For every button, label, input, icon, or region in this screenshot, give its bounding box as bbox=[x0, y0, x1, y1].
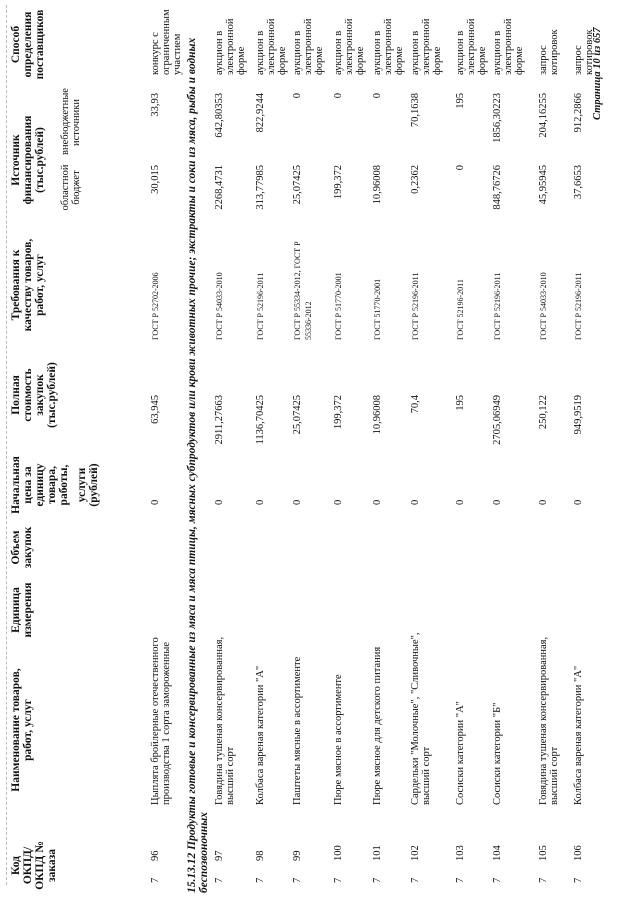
cell-code: 7 bbox=[410, 877, 421, 883]
cell-price: 0 bbox=[492, 499, 503, 505]
cell-regional: 45,95945 bbox=[538, 165, 549, 205]
cell-total: 10,96008 bbox=[372, 395, 383, 435]
header-unit: Единица измерения bbox=[10, 582, 34, 638]
cell-total: 2911,27663 bbox=[214, 395, 225, 445]
section-title bbox=[186, 3, 210, 893]
cell-method: аукцион в электронной форме bbox=[372, 18, 405, 75]
cell-extra: 0 bbox=[333, 93, 344, 99]
cell-total: 1136,70425 bbox=[255, 395, 266, 445]
header-source: Источник финансирования (тыс.рублей) bbox=[10, 115, 46, 205]
cell-code: 7 bbox=[150, 877, 161, 883]
cell-regional: 848,76726 bbox=[492, 165, 503, 210]
cell-gost: ГОСТ Р 51770-2001 bbox=[334, 272, 343, 340]
cell-price: 0 bbox=[573, 499, 584, 505]
cell-gost: ГОСТ Р 52196-2011 bbox=[256, 272, 265, 340]
cell-num: 97 bbox=[214, 850, 225, 861]
cell-regional: 2268,4731 bbox=[214, 165, 225, 210]
cell-extra: 195 bbox=[455, 93, 466, 109]
cell-price: 0 bbox=[150, 499, 161, 505]
cell-gost: ГОСТ Р 52702-2006 bbox=[151, 272, 160, 340]
cell-total: 250,122 bbox=[538, 395, 549, 430]
cell-method: аукцион в электронной форме bbox=[292, 18, 325, 75]
cell-total: 63,945 bbox=[150, 395, 161, 424]
cell-code: 7 bbox=[292, 877, 303, 883]
cell-code: 7 bbox=[492, 877, 503, 883]
cell-gost: ГОСТ Р 52196-2011 bbox=[574, 272, 583, 340]
cell-code: 7 bbox=[255, 877, 266, 883]
cell-regional: 0 bbox=[455, 165, 466, 171]
header-total-cost: Полная стоимость закупок (тыс.рублей) bbox=[10, 362, 58, 428]
page-number: Страница 10 из 657 bbox=[592, 27, 603, 120]
cell-num: 100 bbox=[333, 845, 344, 861]
cell-name: Цыплята бройлерные отечественного производства 1 сорта замороженные bbox=[150, 637, 172, 805]
cell-method: аукцион в электронной форме bbox=[455, 18, 488, 75]
cell-total: 199,372 bbox=[333, 395, 344, 430]
cell-gost: ГОСТ Р 55334-2012, ГОСТ Р 55336-2012 bbox=[293, 241, 313, 340]
cell-code: 7 bbox=[455, 877, 466, 883]
cell-price: 0 bbox=[292, 499, 303, 505]
section-code: 15.13.12 bbox=[186, 852, 198, 893]
cell-name: Сосиски категории "А" bbox=[455, 701, 466, 805]
cell-regional: 30,015 bbox=[150, 165, 161, 194]
cell-name: Сардельки "Молочные", "Сливочные", высший сорт bbox=[410, 632, 432, 805]
cell-total: 949,9519 bbox=[573, 395, 584, 435]
cell-num: 96 bbox=[150, 850, 161, 861]
cell-num: 104 bbox=[492, 845, 503, 861]
header-source-extra: внебюджетные источники bbox=[60, 88, 82, 155]
cell-code: 7 bbox=[573, 877, 584, 883]
cell-extra: 0 bbox=[372, 93, 383, 99]
cell-total: 2705,06949 bbox=[492, 395, 503, 445]
cell-regional: 10,96008 bbox=[372, 165, 383, 205]
cell-name: Пюре мясное для детского питания bbox=[372, 646, 383, 805]
cell-regional: 199,372 bbox=[333, 165, 344, 200]
header-source-regional: областной бюджет bbox=[60, 164, 82, 211]
header-method: Способ определения поставщиков bbox=[10, 9, 46, 80]
cell-name: Говядина тушеная консервированная, высший сорт bbox=[214, 636, 236, 805]
cell-method: аукцион в электронной форме bbox=[492, 18, 525, 75]
cell-extra: 1856,30223 bbox=[492, 93, 503, 143]
cell-gost: ГОСТ 51770-2001 bbox=[373, 278, 382, 340]
cell-price: 0 bbox=[455, 499, 466, 505]
cell-name: Колбаса вареная категории "А" bbox=[573, 665, 584, 805]
cell-regional: 313,77985 bbox=[255, 165, 266, 210]
cell-gost: ГОСТ Р 54033-2010 bbox=[215, 272, 224, 340]
cell-num: 106 bbox=[573, 845, 584, 861]
cell-method: конкурс с ограниченным участием bbox=[150, 9, 183, 75]
cell-gost: ГОСТ Р 52196-2011 bbox=[493, 272, 502, 340]
cell-regional: 25,07425 bbox=[292, 165, 303, 205]
cell-price: 0 bbox=[410, 499, 421, 505]
cell-method: запрос котировок bbox=[573, 29, 595, 75]
cell-extra: 0 bbox=[292, 93, 303, 99]
header-name: Наименование товаров, работ, услуг bbox=[10, 668, 34, 792]
cell-gost: ГОСТ Р 54033-2010 bbox=[539, 272, 548, 340]
cell-total: 70,4 bbox=[410, 395, 421, 414]
cell-regional: 0,2362 bbox=[410, 165, 421, 194]
header-requirements: Требования к качеству товаров, работ, услуг bbox=[10, 238, 46, 332]
cell-code: 7 bbox=[333, 877, 344, 883]
cell-price: 0 bbox=[372, 499, 383, 505]
cell-gost: ГОСТ Р 52196-2011 bbox=[411, 272, 420, 340]
cell-total: 25,07425 bbox=[292, 395, 303, 435]
cell-num: 99 bbox=[292, 850, 303, 861]
cell-num: 98 bbox=[255, 850, 266, 861]
cell-num: 101 bbox=[372, 845, 383, 861]
cell-name: Сосиски категории "Б" bbox=[492, 702, 503, 805]
header-start-price: Начальная цена за единицу товара, работы, bbox=[10, 456, 70, 514]
cell-extra: 70,1638 bbox=[410, 93, 421, 128]
cell-price: 0 bbox=[538, 499, 549, 505]
cell-extra: 912,2866 bbox=[573, 93, 584, 133]
cell-gost: ГОСТ 52196-2011 bbox=[456, 279, 465, 340]
cell-method: аукцион в электронной форме bbox=[410, 18, 443, 75]
cell-extra: 822,9244 bbox=[255, 93, 266, 133]
cell-num: 105 bbox=[538, 845, 549, 861]
cell-total: 195 bbox=[455, 395, 466, 411]
cell-price: 0 bbox=[333, 499, 344, 505]
header-start-price-service: услуги (рублей) bbox=[76, 463, 100, 507]
cell-extra: 204,16255 bbox=[538, 93, 549, 138]
cell-method: аукцион в электронной форме bbox=[214, 18, 247, 75]
header-divider bbox=[6, 5, 7, 885]
cell-price: 0 bbox=[214, 499, 225, 505]
cell-name: Паштеты мясные в ассортименте bbox=[292, 656, 303, 805]
cell-name: Пюре мясное в ассортименте bbox=[333, 674, 344, 805]
cell-code: 7 bbox=[372, 877, 383, 883]
cell-name: Колбаса вареная категории "А" bbox=[255, 665, 266, 805]
cell-extra: 33,93 bbox=[150, 93, 161, 117]
cell-method: аукцион в электронной форме bbox=[333, 18, 366, 75]
cell-method: запрос котировок bbox=[538, 29, 560, 75]
header-code: Код ОКПД/ ОКПД № заказа bbox=[10, 841, 58, 890]
cell-code: 7 bbox=[538, 877, 549, 883]
cell-extra: 642,80353 bbox=[214, 93, 225, 138]
cell-name: Говядина тушеная консервированная, высший сорт bbox=[538, 636, 560, 805]
cell-num: 103 bbox=[455, 845, 466, 861]
cell-price: 0 bbox=[255, 499, 266, 505]
cell-code: 7 bbox=[214, 877, 225, 883]
cell-regional: 37,6653 bbox=[573, 165, 584, 200]
cell-num: 102 bbox=[410, 845, 421, 861]
header-volume: Объем закупок bbox=[10, 526, 34, 569]
section-text: Продукты готовые и консервированные из мяса и мяса птицы, мясных субпродуктов или крови животных прочие; экстракты и соки из мяса, рыбы и водных беспозвоночных bbox=[186, 37, 210, 893]
cell-method: аукцион в электронной форме bbox=[255, 18, 288, 75]
